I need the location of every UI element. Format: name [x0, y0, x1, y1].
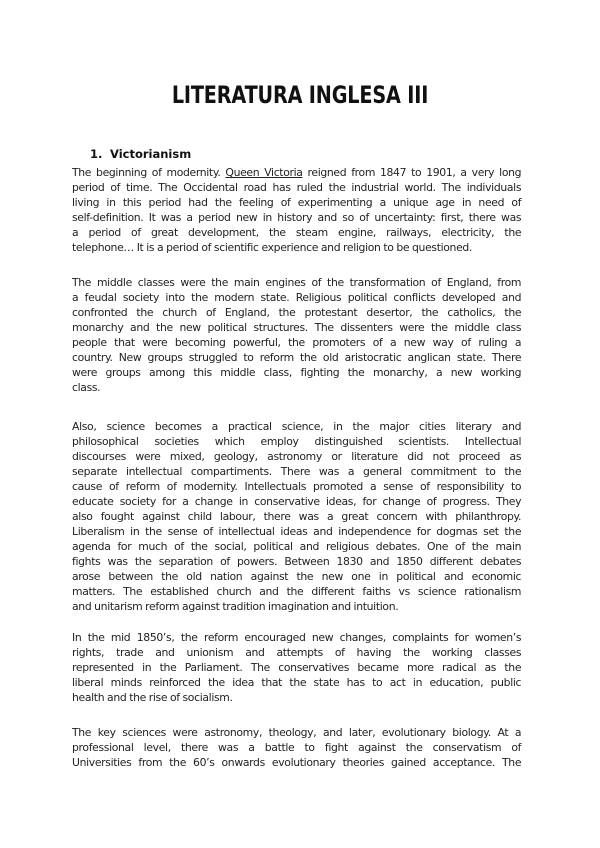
paragraph-line: rights, trade and unionism and attempts of having the working classes	[72, 646, 522, 659]
paragraph-1	[72, 165, 528, 255]
queen-victoria-link[interactable]: Queen Victoria	[225, 166, 303, 179]
paragraph-line: class.	[72, 381, 101, 394]
page-title: LITERATURA INGLESA III	[171, 81, 429, 109]
paragraph-2	[72, 275, 528, 395]
section-heading	[90, 147, 191, 161]
paragraph-line: Universities from the 60’s onwards evolutionary theories gained acceptance. The	[72, 756, 522, 769]
paragraph-line: discourses were mixed, geology, astronomy or literature did not proceed as	[72, 450, 522, 463]
paragraph-line: liberal minds reinforced the idea that the state has to act in education, public	[72, 676, 522, 689]
paragraph-line: a feudal society into the modern state. Religious political conflicts developed and	[72, 291, 522, 304]
paragraph-line: fights was the separation of powers. Between 1830 and 1850 different debates	[72, 555, 522, 568]
section-heading-text: Victorianism	[110, 147, 192, 161]
paragraph-5	[72, 725, 528, 770]
paragraph-line: philosophical societies which employ distinguished scientists. Intellectual	[72, 435, 522, 448]
paragraph-line: The key sciences were astronomy, theology, and later, evolutionary biology. At a	[72, 726, 522, 739]
text-run: The beginning of modernity.	[72, 166, 226, 179]
paragraph-line: Also, science becomes a practical science, in the major cities literary and	[72, 420, 522, 433]
paragraph-line: separate intellectual compartiments. There was a general commitment to the	[72, 465, 522, 478]
section-number: 1.	[90, 147, 103, 161]
paragraph-line: cause of reform of modernity. Intellectuals promoted a sense of responsibility to	[72, 480, 522, 493]
paragraph-line: health and the rise of socialism.	[72, 691, 233, 704]
paragraph-line: telephone… It is a period of scientific experience and religion to be questioned.	[72, 241, 473, 254]
paragraph-line: The middle classes were the main engines of the transformation of England, from	[72, 276, 522, 289]
paragraph-line: and unitarism reform against tradition imagination and intuition.	[72, 600, 399, 613]
paragraph-line: confronted the church of England, the protestant desertor, the catholics, the	[72, 306, 522, 319]
paragraph-line: matters. The established church and the different faiths vs science rationalism	[72, 585, 522, 598]
paragraph-line: country. New groups struggled to reform the old aristocratic anglican state. There	[72, 351, 522, 364]
paragraph-line: self-definition. It was a period new in history and so of uncertainty: first, there was	[72, 211, 522, 224]
paragraph-line: arose between the old nation against the new one in political and economic	[72, 570, 522, 583]
paragraph-3	[72, 419, 528, 614]
text-run: reigned from 1847 to 1901, a very long	[302, 166, 522, 179]
paragraph-line: people that were becoming powerful, the promoters of a new way of ruling a	[72, 336, 522, 349]
paragraph-line: professional level, there was a battle to fight against the conservatism of	[72, 741, 522, 754]
paragraph-4	[72, 630, 528, 705]
paragraph-line: agenda for much of the social, political and religious debates. One of the main	[72, 540, 522, 553]
paragraph-line	[72, 165, 521, 180]
paragraph-line: living in this period had the feeling of experimenting a unique age in need of	[72, 196, 522, 209]
paragraph-line: were groups among this middle class, fighting the monarchy, a new working	[72, 366, 522, 379]
paragraph-line: represented in the Parliament. The conservatives became more radical as the	[72, 661, 522, 674]
paragraph-line: a period of great development, the steam engine, railways, electricity, the	[72, 226, 522, 239]
paragraph-line: period of time. The Occidental road has ruled the industrial world. The individuals	[72, 181, 522, 194]
paragraph-line: also fought against child labour, there was a great concern with philanthropy.	[72, 510, 522, 523]
paragraph-line: In the mid 1850’s, the reform encouraged new changes, complaints for women’s	[72, 631, 522, 644]
paragraph-line: monarchy and the new political structures. The dissenters were the middle class	[72, 321, 522, 334]
paragraph-line: educate society for a change in conservative ideas, for change of progress. They	[72, 495, 522, 508]
paragraph-line: Liberalism in the sense of intellectual ideas and independence for dogmas set the	[72, 525, 522, 538]
